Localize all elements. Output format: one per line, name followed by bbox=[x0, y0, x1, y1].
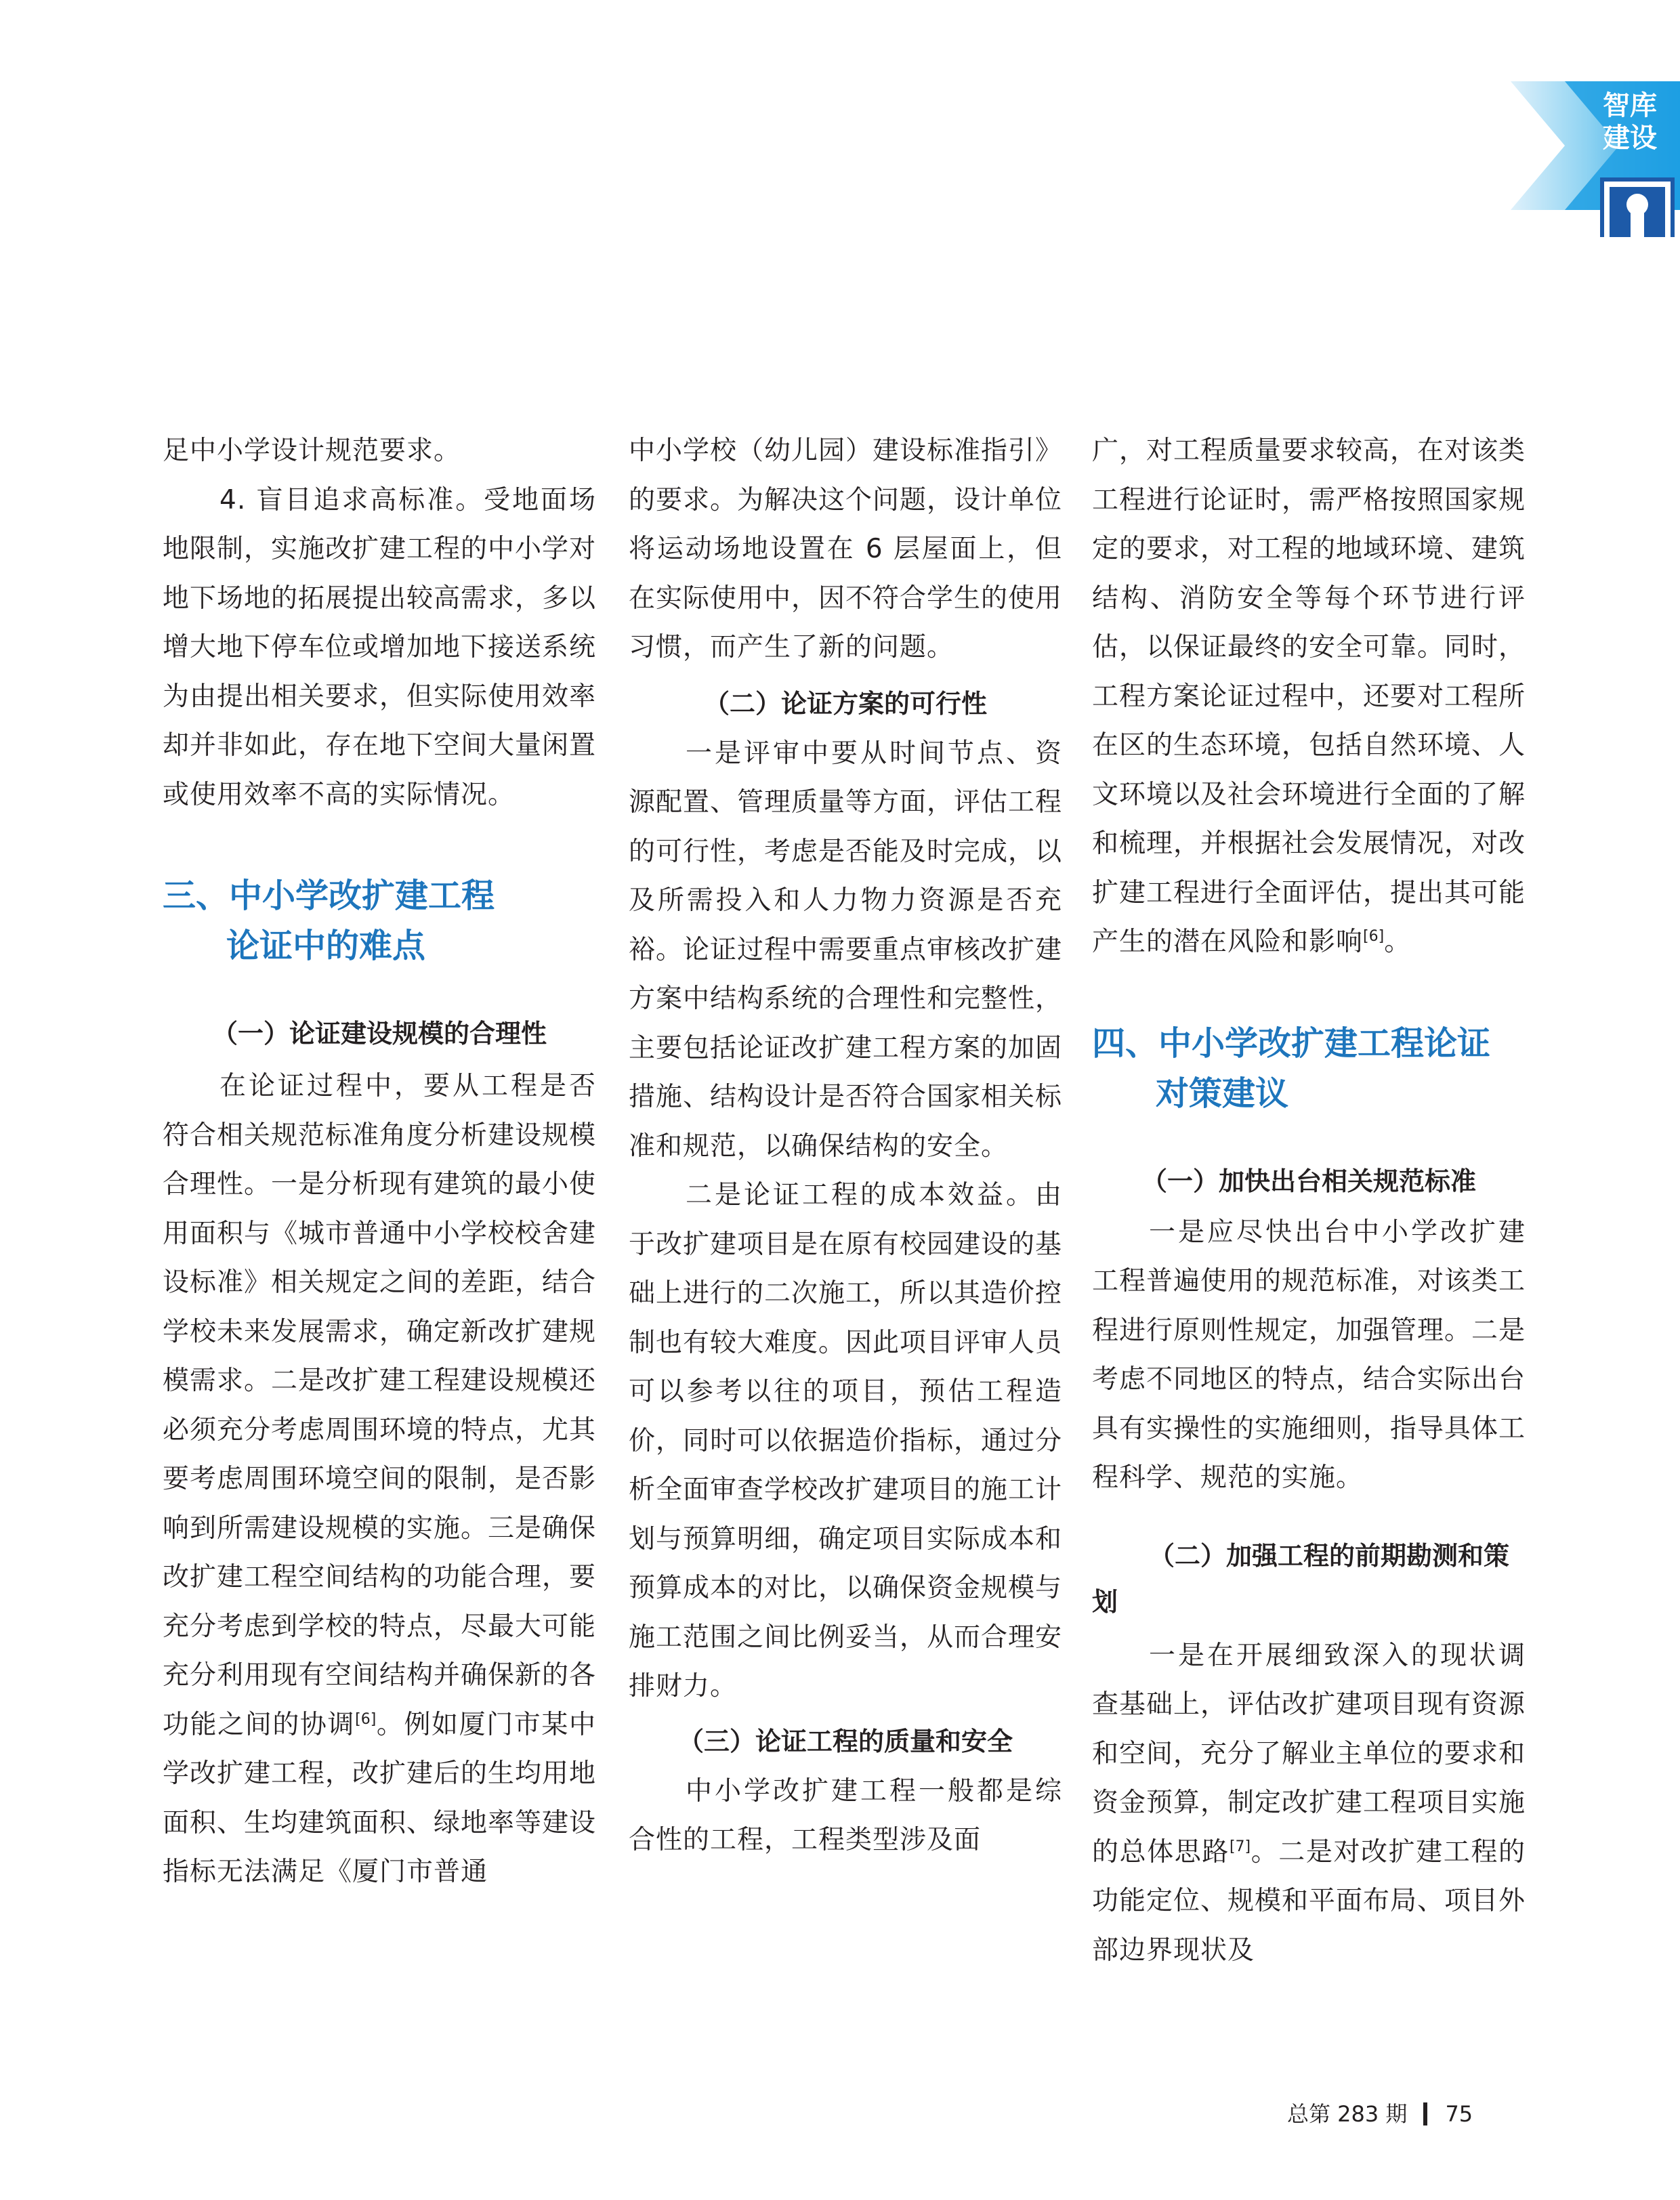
paragraph: 中小学改扩建工程一般都是综合性的工程，工程类型涉及面 bbox=[629, 1775, 1062, 1855]
paragraph: 一是应尽快出台中小学改扩建工程普遍使用的规范标准，对该类工程进行原则性规定，加强管理。二是考虑不同地区的特点，结合实际出台具有实操性的实施细则，指导具体工程科学、规范的实施。 bbox=[1092, 1217, 1526, 1493]
heading-line: 三、中小学改扩建工程 bbox=[163, 876, 495, 915]
paragraph: 一是在开展细致深入的现状调查基础上，评估改扩建项目现有资源和空间，充分了解业主单位的要求和资金预算，制定改扩建工程项目实施的总体思路[7]。二是对改扩建工程的功能定位、规模和平面布局、项目外部边界现状及 bbox=[1092, 1640, 1526, 1966]
paragraph: 在论证过程中，要从工程是否符合相关规范标准角度分析建设规模合理性。一是分析现有建筑的最小使用面积与《城市普通中小学校校舍建设标准》相关规定之间的差距，结合学校未来发展需求，确定新改扩建规模需求。二是改扩建工程建设规模还必须充分考虑周围环境的特点，尤其要考虑周围环境空间的限制，是否影响到所需建设规模的实施。三是确保改扩建工程空间结构的功能合理，要充分考虑到学校的特点，尽最大可能充分利用现有空间结构并确保新的各功能之间的协调[6]。例如厦门市某中学改扩建工程，改扩建后的生均用地面积、生均建筑面积、绿地率等建设指标无法满足《厦门市普通 bbox=[163, 1071, 597, 1887]
heading-line: 论证中的难点 bbox=[226, 927, 426, 965]
paragraph: 一是评审中要从时间节点、资源配置、管理质量等方面，评估工程的可行性，考虑是否能及时完成，以及所需投入和人力物力资源是否充裕。论证过程中需要重点审核改扩建方案中结构系统的合理性和完整性，主要包括论证改扩建工程方案的加固措施、结构设计是否符合国家相关标准和规范，以确保结构的安全。 bbox=[629, 738, 1063, 1162]
paragraph: 广，对工程质量要求较高，在对该类工程进行论证时，需严格按照国家规定的要求，对工程的地域环境、建筑结构、消防安全等每个环节进行评估，以保证最终的安全可靠。同时，工程方案论证过程中，还要对工程所在区的生态环境，包括自然环境、人文环境以及社会环境进行全面的了解和梳理，并根据社会发展情况，对改扩建工程进行全面评估，提出其可能产生的潜在风险和影响[6]。 bbox=[1092, 436, 1526, 957]
subsection-heading: （二）加强工程的前期勘测和策划 bbox=[1092, 1540, 1510, 1617]
subsection-heading: （一）加快出台相关规范标准 bbox=[1141, 1166, 1476, 1196]
citation: [6] bbox=[1363, 928, 1385, 945]
issue-number: 总第 283 期 bbox=[1287, 2101, 1408, 2127]
keyhole-door-icon bbox=[1600, 177, 1675, 237]
paragraph: 二是论证工程的成本效益。由于改扩建项目是在原有校园建设的基础上进行的二次施工，所以其造价控制也有较大难度。因此项目评审人员可以参考以往的项目，预估工程造价，同时可以依据造价指标，通过分析全面审查学校改扩建项目的施工计划与预算明细，确定项目实际成本和预算成本的对比，以确保资金规模与施工范围之间比例妥当，从而合理安排财力。 bbox=[629, 1180, 1063, 1701]
footer-divider bbox=[1423, 2102, 1427, 2125]
paragraph: 4. 盲目追求高标准。受地面场地限制，实施改扩建工程的中小学对地下场地的拓展提出较高需求，多以增大地下停车位或增加地下接送系统为由提出相关要求，但实际使用效率却并非如此，存在地下空间大量闲置或使用效率不高的实际情况。 bbox=[163, 484, 597, 810]
page-number: 75 bbox=[1445, 2101, 1473, 2127]
citation: [6] bbox=[355, 1710, 377, 1728]
page-footer bbox=[1287, 2097, 1517, 2128]
section-badge-label: 智库 建设 bbox=[1603, 90, 1657, 154]
paragraph: 足中小学设计规范要求。 bbox=[163, 436, 461, 466]
section-heading-3 bbox=[163, 871, 596, 971]
column-middle bbox=[629, 427, 1062, 1865]
section-heading-4 bbox=[1092, 1019, 1526, 1119]
heading-line: 对策建议 bbox=[1156, 1074, 1289, 1113]
paragraph: 中小学校（幼儿园）建设标准指引》的要求。为解决这个问题，设计单位将运动场地设置在 6 层屋面上，但在实际使用中，因不符合学生的使用习惯，而产生了新的问题。 bbox=[629, 436, 1063, 662]
subsection-heading: （二）论证方案的可行性 bbox=[703, 688, 987, 719]
subsection-heading: （一）论证建设规模的合理性 bbox=[211, 1019, 547, 1049]
subsection-heading: （三）论证工程的质量和安全 bbox=[677, 1726, 1013, 1756]
citation: [7] bbox=[1229, 1838, 1251, 1855]
heading-line: 四、中小学改扩建工程论证 bbox=[1092, 1023, 1491, 1063]
column-left bbox=[163, 427, 596, 1897]
column-right bbox=[1092, 427, 1526, 1975]
